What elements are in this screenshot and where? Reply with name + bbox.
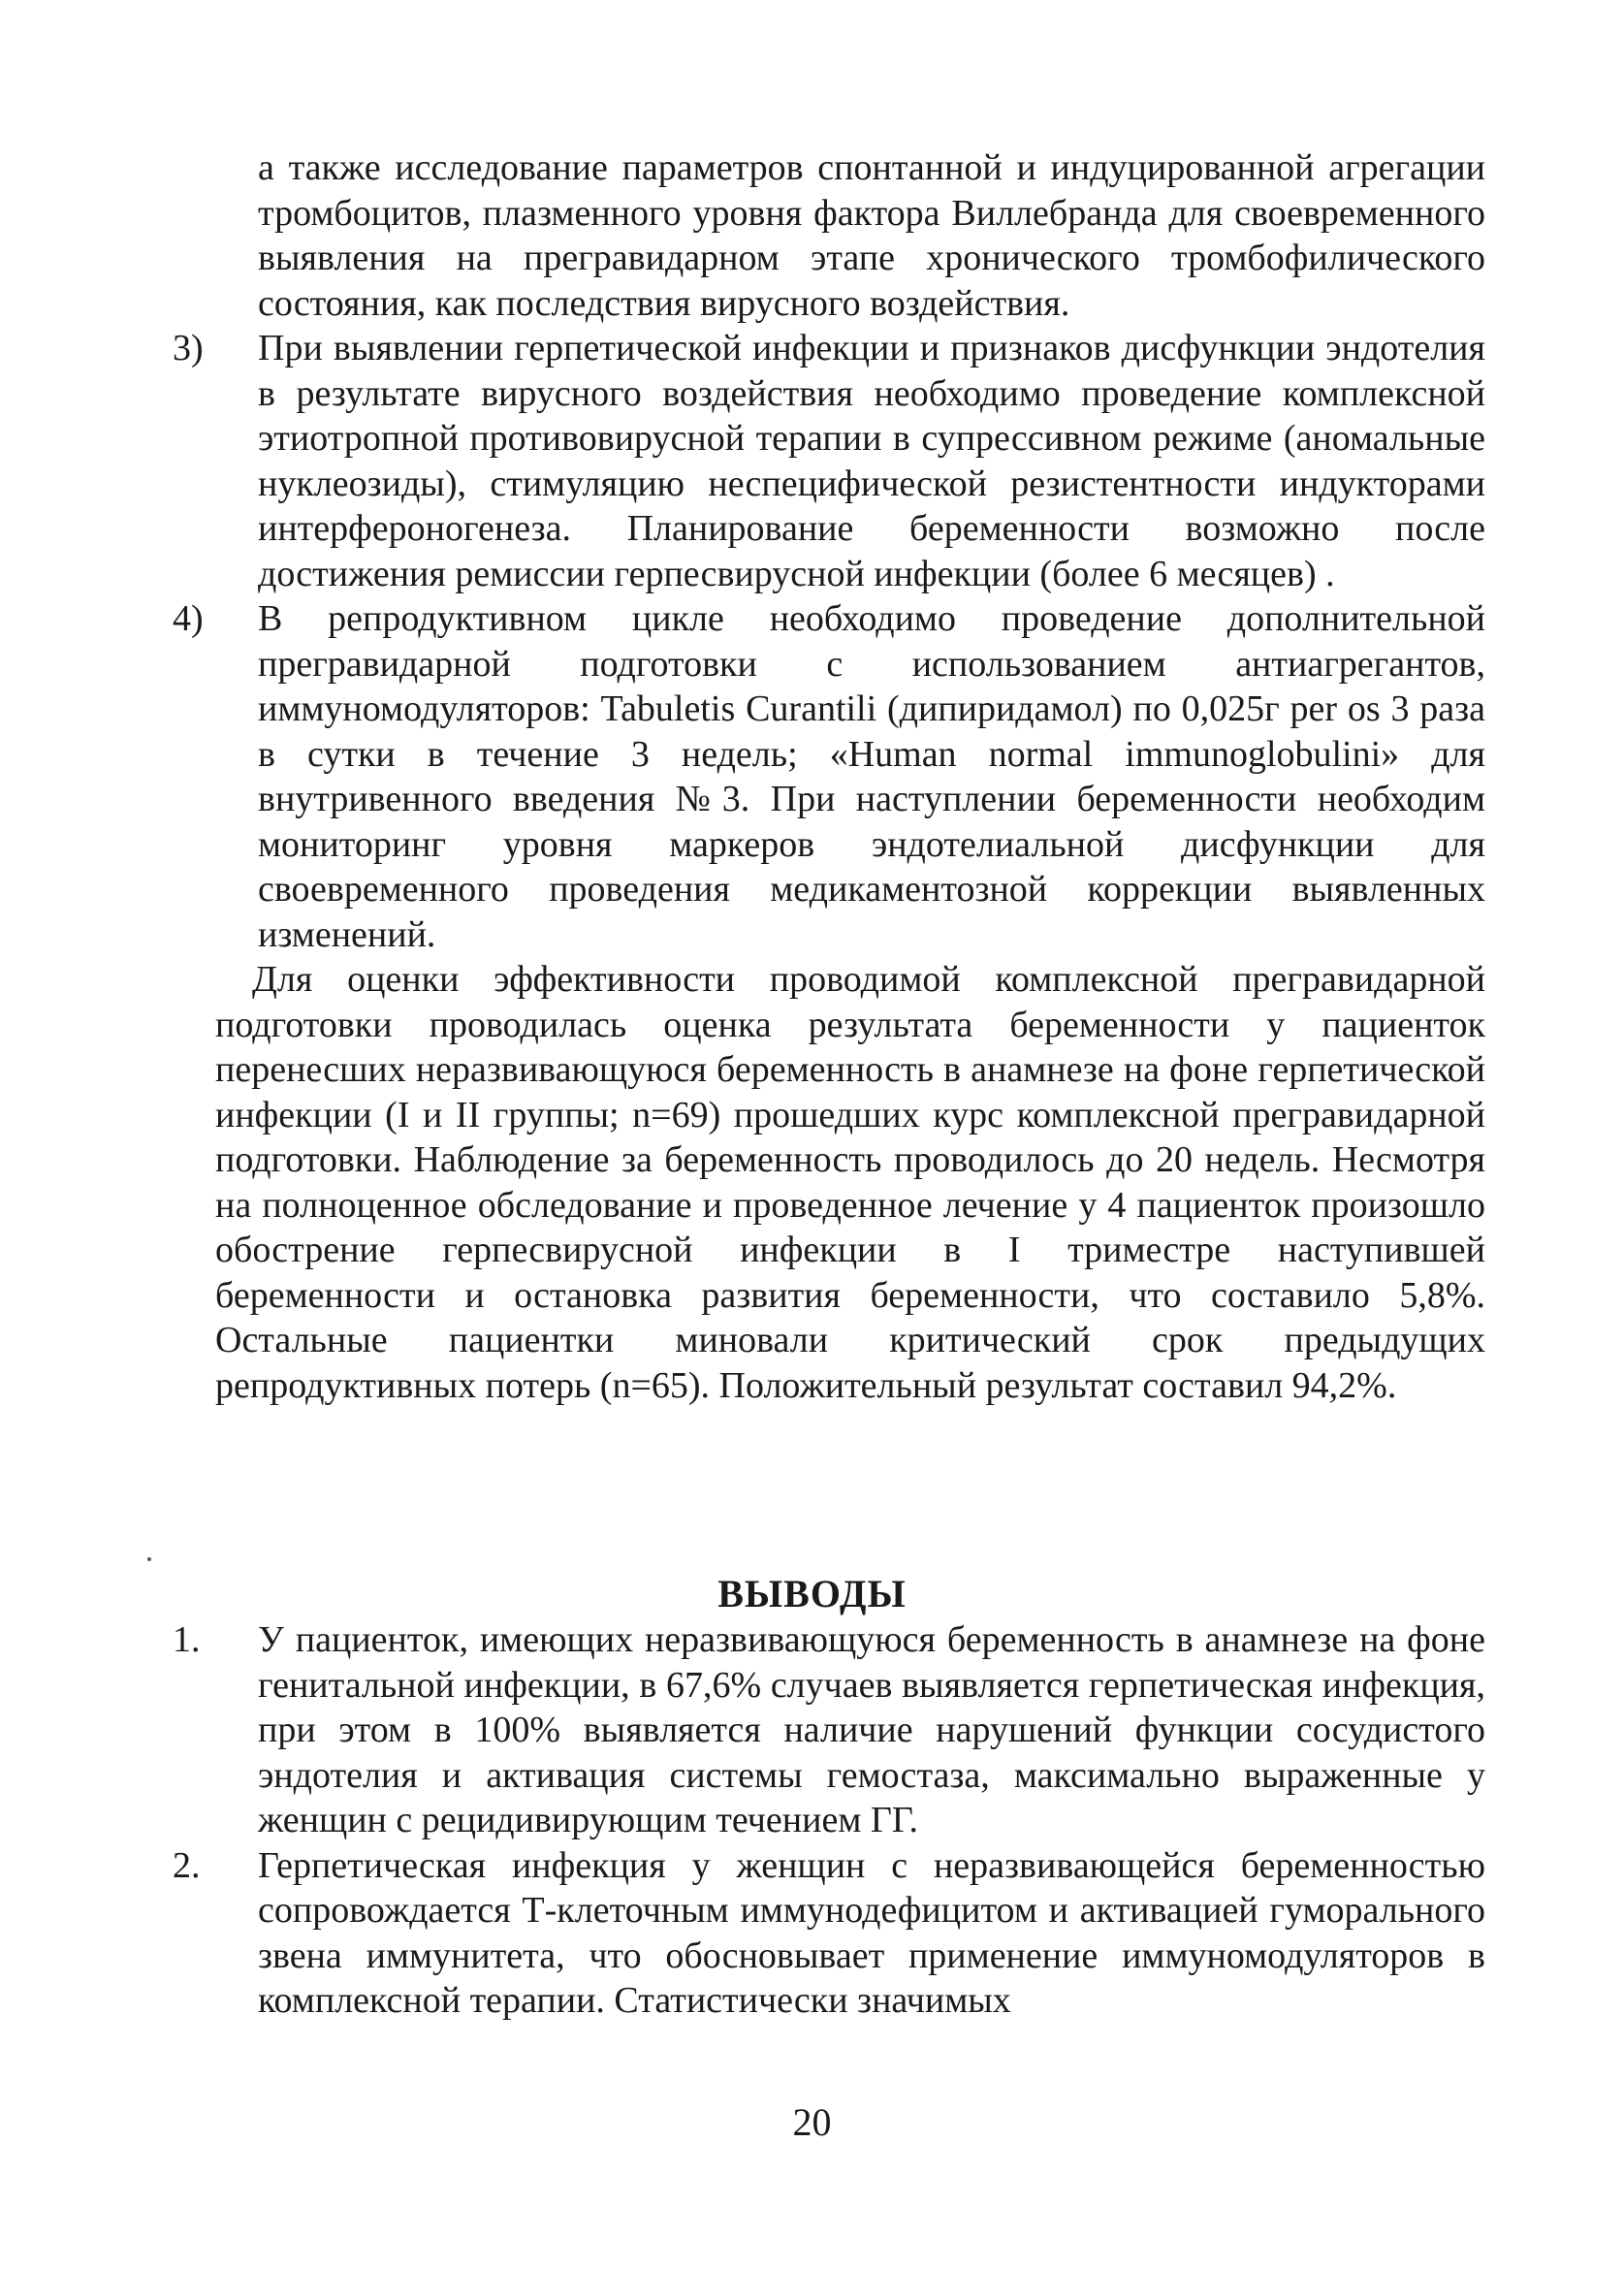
recommendation-text: При выявлении герпетической инфекции и признаков дисфункции эндотелия в результате вирусного воздействия необходимо проведение комплексной этиотропной противовирусной терапии в супрессивном режиме (аномальные нуклеозиды), стимуляцию неспецифической резистентности индукторами интерфероногенеза. Планирование беременности возможно после достижения ремиссии герпесвирусной инфекции (более 6 месяцев) . [258,328,1485,594]
list-item-recommendation-4 [173,596,1485,957]
conclusion-text: Герпетическая инфекция у женщин с неразвивающейся беременностью сопровождается Т-клеточным иммунодефицитом и активацией гуморального звена иммунитета, что обосновывает применение иммуномодуляторов в комплексной терапии. Статистически значимых [258,1844,1485,2021]
list-marker: 4) [173,598,204,639]
scan-speck [147,1557,151,1561]
recommendation-text: В репродуктивном цикле необходимо проведение дополнительной прегравидарной подготовки с использованием антиагрегантов, иммуномодуляторов: Tabuletis Curantili (дипиридамол) по 0,025г per os 3 раза в сутки в течение 3 недель; «Human normal immunoglobulini» для внутривенного введения №3. При наступлении беременности необходим мониторинг уровня маркеров эндотелиальной дисфункции для своевременного проведения медикаментозной коррекции выявленных изменений. [258,598,1485,955]
conclusion-text: У пациенток, имеющих неразвивающуюся беременность в анамнезе на фоне генитальной инфекции, в 67,6% случаев выявляется герпетическая инфекция, при этом в 100% выявляется наличие нарушений функции сосудистого эндотелия и активация системы гемостаза, максимально выраженные у женщин с рецидивирующим течением ГГ. [258,1619,1485,1840]
list-marker: 1. [173,1619,201,1660]
page-number: 20 [792,2100,832,2144]
section-heading: ВЫВОДЫ [717,1572,907,1615]
list-item-continuation [215,145,1485,326]
conclusions-list [173,1617,1485,2024]
evaluation-paragraph: Для оценки эффективности проводимой комплексной прегравидарной подготовки проводилась оценка результата беременности у пациенток перенесших неразвивающуюся беременность в анамнезе на фоне герпетической инфекции (I и II группы; n=69) прошедших курс комплексной прегравидарной подготовки. Наблюдение за беременность проводилось до 20 недель. Несмотря на полноценное обследование и проведенное лечение у 4 пациенток произошло обострение герпесвирусной инфекции в I триместре наступившей беременности и остановка развития беременности, что составило 5,8%. Остальные пациентки миновали критический срок предыдущих репродуктивных потерь (n=65). Положительный результат составил 94,2%. [215,959,1485,1406]
conclusion-item [173,1843,1485,2024]
list-marker: 3) [173,328,204,368]
continuation-text: а также исследование параметров спонтанной и индуцированной агрегации тромбоцитов, плазменного уровня фактора Виллебранда для своевременного выявления на прегравидарном этапе хронического тромбофилического состояния, как последствия вирусного воздействия. [258,147,1485,324]
body-text [173,145,1485,1408]
list-item-recommendation-3 [173,326,1485,596]
list-marker: 2. [173,1844,201,1886]
conclusion-item [173,1617,1485,1843]
